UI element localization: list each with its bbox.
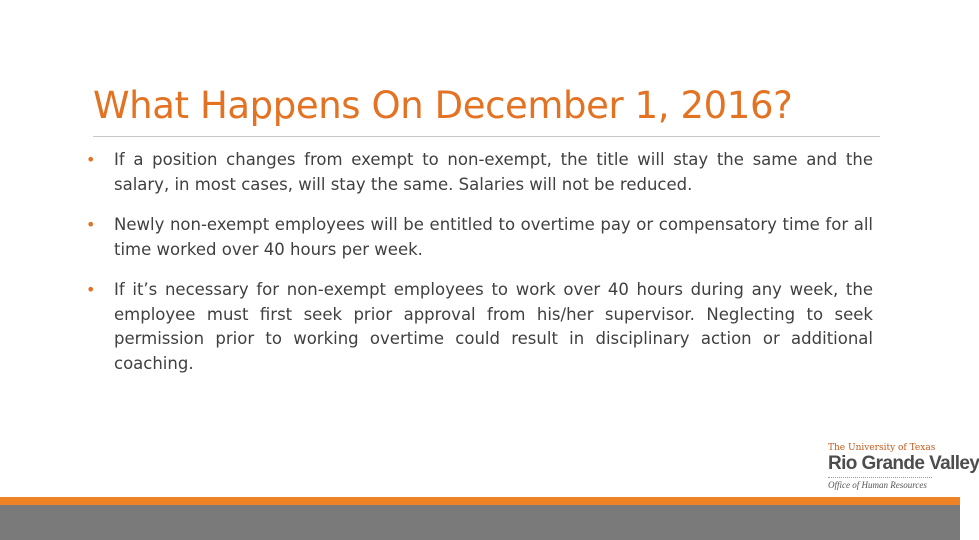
- logo-department: Office of Human Resources: [828, 480, 927, 490]
- university-logo: [828, 443, 979, 497]
- footer-bar: [0, 505, 960, 540]
- bullet-item: [86, 148, 873, 197]
- bullet-item: [86, 213, 873, 262]
- bullet-text: If a position changes from exempt to non-exempt, the title will stay the same and the salary, in most cases, will stay the same. Salaries will not be reduced.: [114, 150, 873, 194]
- bullet-dot-icon: •: [86, 280, 96, 299]
- bullet-dot-icon: •: [86, 215, 96, 234]
- logo-divider: [828, 477, 932, 478]
- logo-name: Rio Grande Valley: [828, 453, 979, 474]
- bullet-list: [86, 148, 873, 392]
- bullet-dot-icon: •: [86, 150, 96, 169]
- logo-university-line: The University of Texas: [828, 443, 936, 453]
- bullet-item: [86, 278, 873, 376]
- title-divider: [93, 136, 880, 137]
- slide-title: What Happens On December 1, 2016?: [93, 84, 793, 127]
- footer-accent-bar: [0, 497, 960, 505]
- bullet-text: If it’s necessary for non-exempt employees to work over 40 hours during any week, the employee must first seek prior approval from his/her supervisor. Neglecting to seek permission prior to working overtime could result in disciplinary action or additional coaching.: [114, 280, 873, 373]
- bullet-text: Newly non-exempt employees will be entitled to overtime pay or compensatory time for all time worked over 40 hours per week.: [114, 215, 873, 259]
